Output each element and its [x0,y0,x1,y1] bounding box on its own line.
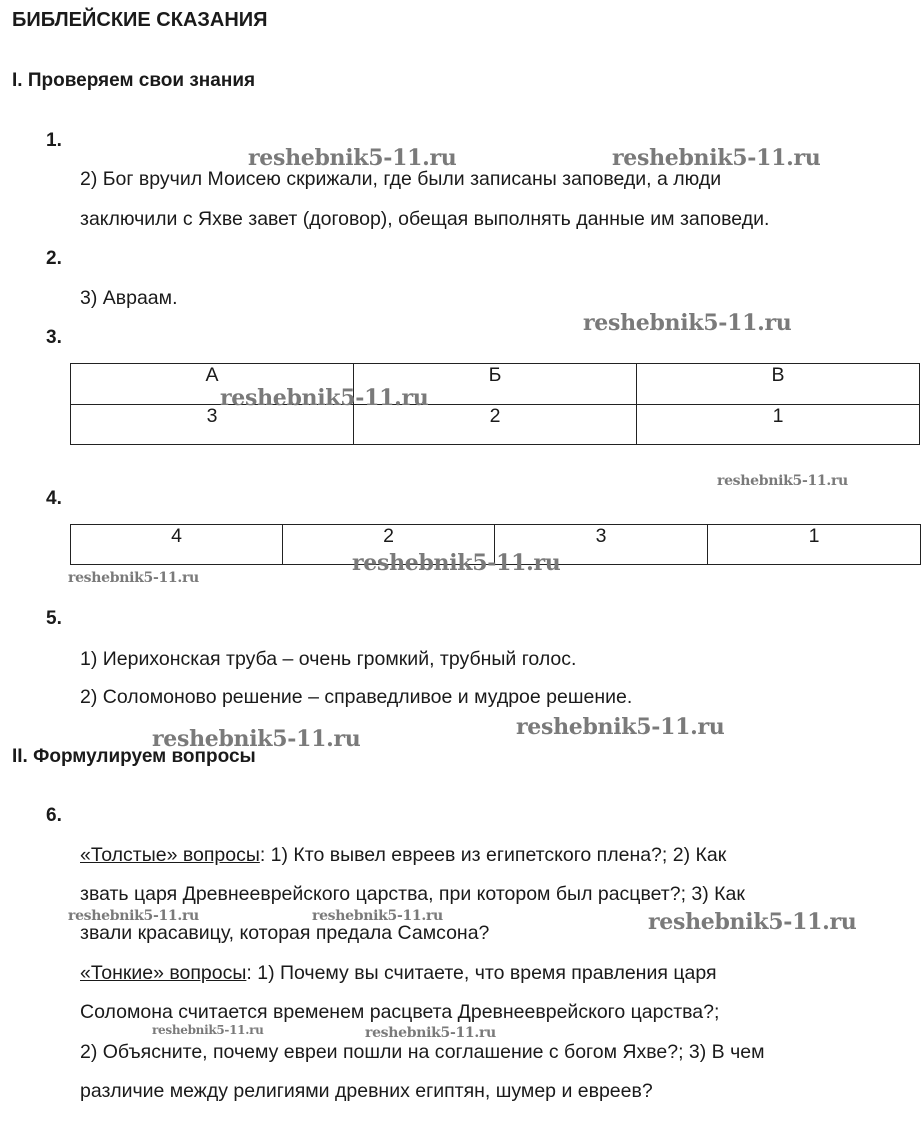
question-4-cell: 4 [71,525,283,565]
question-3-value-cell: 2 [354,405,637,445]
watermark: reshebnik5-11.ru [248,145,457,171]
question-4-cell: 2 [283,525,495,565]
watermark: reshebnik5-11.ru [516,714,725,740]
question-6-number: 6. [46,805,62,826]
watermark: reshebnik5-11.ru [152,1023,264,1037]
thick-questions-line-2: звать царя Древнееврейского царства, при котором был расцвет?; 3) Как [80,883,745,905]
thin-questions-line-4: различие между религиями древних египтян, шумер и евреев? [80,1080,653,1102]
watermark: reshebnik5-11.ru [612,145,821,171]
question-2-number: 2. [46,248,62,269]
question-5-number: 5. [46,608,62,629]
question-3-value-cell: 3 [71,405,354,445]
watermark: reshebnik5-11.ru [312,908,443,924]
question-4-number: 4. [46,488,62,509]
thick-questions-line-1 [80,844,726,867]
thin-questions-label: «Тонкие» вопросы [80,962,247,984]
question-4-cell: 3 [495,525,708,565]
watermark: reshebnik5-11.ru [220,385,429,411]
watermark: reshebnik5-11.ru [68,908,199,924]
thick-questions-line-3: звали красавицу, которая предала Самсона? [80,922,490,944]
question-1-answer-line-2: заключили с Яхве завет (договор), обещая выполнять данные им заповеди. [80,208,770,230]
watermark: reshebnik5-11.ru [68,570,199,586]
question-3-value-cell: 1 [637,405,920,445]
question-4-cell: 1 [708,525,921,565]
section-2-heading: II. Формулируем вопросы [12,746,256,767]
watermark: reshebnik5-11.ru [352,550,561,576]
thin-questions-line-2: Соломона считается временем расцвета Древнееврейского царства?; [80,1001,720,1023]
question-1-answer-line-1: 2) Бог вручил Моисею скрижали, где были записаны заповеди, а люди [80,168,722,190]
question-3-header-cell: Б [354,364,637,405]
question-3-table [70,363,920,445]
question-3-header-cell: В [637,364,920,405]
watermark: reshebnik5-11.ru [648,909,857,935]
question-3-header-row [71,364,920,405]
question-3-number: 3. [46,327,62,348]
watermark: reshebnik5-11.ru [365,1025,496,1041]
question-5-answer-line-2: 2) Соломоново решение – справедливое и мудрое решение. [80,686,633,708]
thick-questions-label: «Толстые» вопросы [80,844,260,866]
page-title: БИБЛЕЙСКИЕ СКАЗАНИЯ [12,9,268,31]
watermark: reshebnik5-11.ru [152,726,361,752]
thin-questions-line-3: 2) Объясните, почему евреи пошли на соглашение с богом Яхве?; 3) В чем [80,1041,765,1063]
section-1-heading: I. Проверяем свои знания [12,70,256,91]
question-5-answer-line-1: 1) Иерихонская труба – очень громкий, трубный голос. [80,648,577,670]
question-2-answer: 3) Авраам. [80,287,178,309]
question-3-header-cell: А [71,364,354,405]
thin-questions-text: : 1) Почему вы считаете, что время правления царя [246,962,717,984]
thick-questions-text: : 1) Кто вывел евреев из египетского плена?; 2) Как [259,844,727,866]
watermark: reshebnik5-11.ru [717,473,848,489]
question-3-value-row [71,405,920,445]
thin-questions-line-1 [80,962,717,985]
question-1-number: 1. [46,130,62,151]
watermark: reshebnik5-11.ru [583,310,792,336]
